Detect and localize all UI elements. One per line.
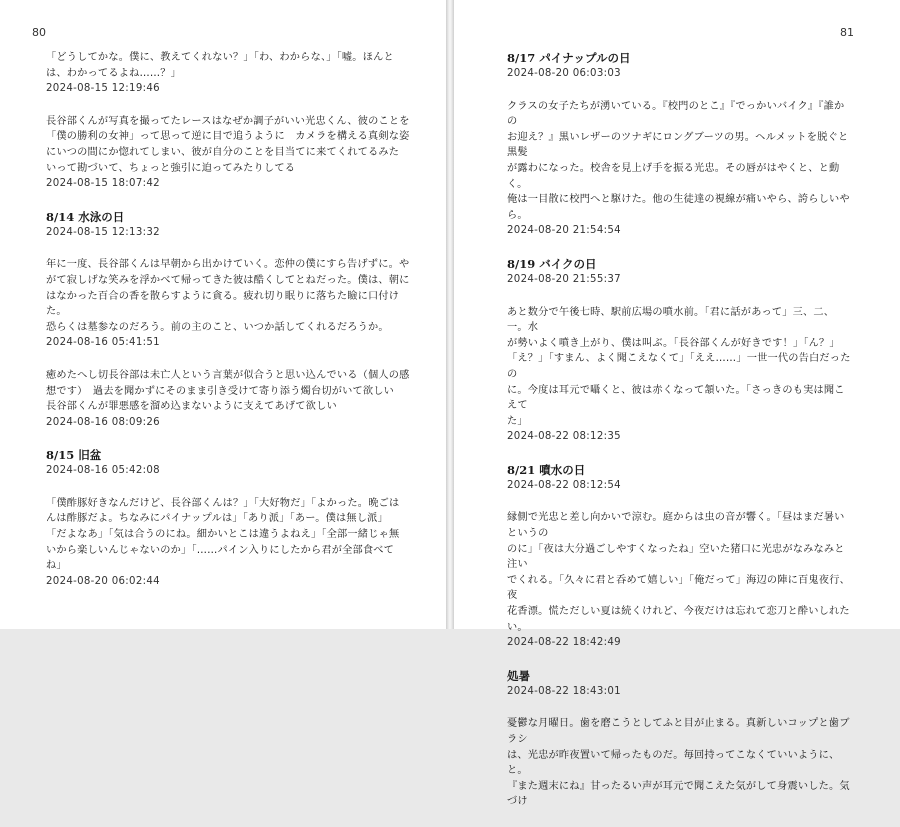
entry: [46, 257, 418, 351]
page-number-right: 81: [840, 26, 854, 39]
entry-heading: 8/17 パイナップルの日: [507, 51, 631, 65]
entry-timestamp: 2024-08-20 21:54:54: [507, 225, 621, 237]
book-gutter: [446, 0, 454, 629]
entry-title-block: [507, 256, 854, 288]
entry-timestamp: 2024-08-22 08:12:54: [507, 479, 621, 491]
entry-timestamp: 2024-08-20 06:02:44: [46, 575, 160, 587]
entry-text: 「僕酢豚好きなんだけど、長谷部くんは？」「大好物だ」「よかった。晩ごは んは酢豚だよ。ちなみにパイナップルは」「あり派」「あー。僕は無し派」 「だよなあ」「気は合うのにね。細かいとこは違うよねえ」「全部一緒じゃ無 いから楽しいんじゃないのか」「……パイン入りにしたから君が全部食べて ね」: [46, 497, 400, 572]
entry-text: 癒めたへし切長谷部は未亡人という言葉が似合うと思い込んでいる（個人の感 想です） 過去を聞かずにそのまま引き受けて寄り添う燭台切がいて欲しい 長谷部くんが罪悪感を溜め込まないように支えてあげて欲しい: [46, 369, 410, 413]
right-page-content: [507, 50, 854, 827]
entry-heading: 処暑: [507, 668, 530, 683]
entry: [46, 50, 418, 97]
entry: [507, 305, 854, 445]
entry-text: あと数分で午後七時、駅前広場の噴水前。「君に話があって」三、二、一。水 が勢いよく噴き上がり、僕は叫ぶ。「長谷部くんが好きです！」「ん？」 「え？」「すまん、よく聞こえなくて」「ええ……」一世一代の告白だったの に。今度は耳元で囁くと、彼は赤くなって頷いた。「さっきのも実は聞こえて た」: [507, 306, 851, 427]
entry-text: クラスの女子たちが湧いている。『校門のとこ』『でっかいバイク』『誰かの お迎え？』黒いレザーのツナギにロングブーツの男。ヘルメットを脱ぐと黒髪 が露わになった。校舎を見上げ手を振る光忠。その唇がはやくと、と動く。 俺は一目散に校門へと駆けた。他の生徒達の視線が痛いやら、誇らしいやら。: [507, 100, 850, 221]
page-number-left: 80: [32, 26, 46, 39]
right-page: [454, 0, 900, 808]
entry-title-block: [507, 462, 854, 494]
entry-timestamp: 2024-08-20 21:55:37: [507, 273, 621, 285]
left-page: [0, 0, 446, 629]
entry-title-block: [46, 447, 418, 479]
entry-timestamp: 2024-08-22 18:42:49: [507, 637, 621, 649]
entry-title-block: [46, 209, 418, 241]
entry: [507, 716, 854, 810]
entry-heading: 8/15 旧盆: [46, 448, 102, 463]
entry-timestamp: 2024-08-16 08:09:26: [46, 416, 160, 428]
entry-timestamp: 2024-08-20 06:03:03: [507, 68, 621, 79]
entry-heading: 8/21 噴水の日: [507, 462, 586, 477]
left-page-content: [46, 50, 418, 606]
entry-heading: 8/14 水泳の日: [46, 209, 125, 224]
entry-timestamp: 2024-08-15 18:07:42: [46, 178, 160, 190]
entry-title-block: [507, 50, 854, 82]
entry: [507, 99, 854, 239]
entry-timestamp: 2024-08-22 18:43:01: [507, 685, 621, 697]
entry-text: 「どうしてかな。僕に、教えてくれない？」「わ、わからな、」「嘘。ほんと は、わかってるよね……？」: [46, 52, 394, 79]
entry: [507, 510, 854, 650]
entry: [46, 496, 418, 590]
entry-timestamp: 2024-08-16 05:41:51: [46, 337, 160, 349]
entry-text: 長谷部くんが写真を撮ってたレースはなぜか調子がいい光忠くん、彼のことを 「僕の勝利の女神」って思って逆に目で追うように カメラを構える真剣な姿 にいつの間にか惚れてしまい、彼が自分のことを目当てに来てくれてるみた いって勘づいて、ちょっと強引に迫ってみたりしてる: [46, 115, 410, 174]
entry-text: 憂鬱な月曜日。歯を磨こうとしてふと目が止まる。真新しいコップと歯ブラシ は、光忠が昨夜置いて帰ったものだ。毎回持ってこなくていいように、と。 『また週末にね』甘ったるい声が耳元で聞こえた気がして身震いした。気づけ: [507, 718, 850, 808]
entry-timestamp: 2024-08-16 05:42:08: [46, 465, 160, 477]
entry-timestamp: 2024-08-22 08:12:35: [507, 431, 621, 443]
entry-timestamp: 2024-08-15 12:13:32: [46, 226, 160, 238]
entry: [46, 368, 418, 430]
entry-heading: 8/19 バイクの日: [507, 256, 597, 271]
entry-text: 年に一度、長谷部くんは早朝から出かけていく。恋仲の僕にすら告げずに。や がて寂しげな笑みを浮かべて帰ってきた彼は酷くしてとねだった。僕は、朝に はなかった百合の香を散らすように貪る。疲れ切り眠りに落ちた瞼に口付けた。 恐らくは墓参なのだろう。前の主のこと、いつか話してくれるだろうか。: [46, 259, 410, 333]
entry-timestamp: 2024-08-15 12:19:46: [46, 83, 160, 95]
entry-title-block: [507, 668, 854, 700]
entry-text: 縁側で光忠と差し向かいで涼む。庭からは虫の音が響く。「昼はまだ暑いというの のに」「夜は大分過ごしやすくなったね」空いた猪口に光忠がなみなみと注い でくれる。「久々に君と呑めて嬉しい」「俺だって」海辺の陣に百鬼夜行、夜 花香漂。慌ただしい夏は続くけれど、今夜だけは忘れて恋刀と酔いしれたい。: [507, 512, 850, 633]
entry: [46, 114, 418, 192]
